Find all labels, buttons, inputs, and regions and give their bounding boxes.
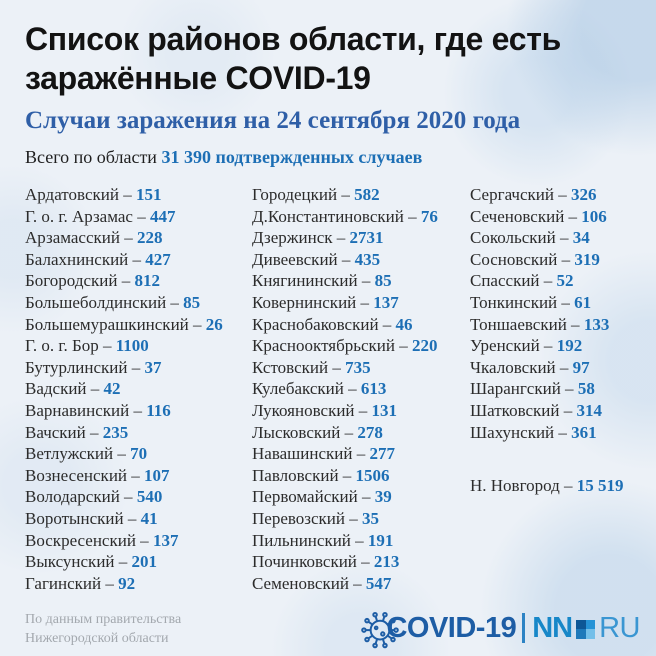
district-row — [252, 206, 438, 228]
district-name: Ковернинский – — [252, 292, 374, 312]
subtitle-date: Случаи заражения на 24 сентября 2020 года — [25, 107, 521, 134]
district-name: Дзержинск – — [252, 228, 350, 248]
district-count: 435 — [354, 249, 381, 269]
district-row — [25, 378, 223, 400]
district-count: 61 — [574, 292, 592, 312]
district-row — [252, 357, 438, 379]
district-name: Гагинский – — [25, 573, 119, 593]
district-count: 201 — [131, 552, 158, 572]
district-count: 812 — [134, 271, 160, 291]
district-count: 58 — [577, 379, 595, 399]
district-row — [252, 227, 438, 249]
district-count: 235 — [102, 422, 129, 442]
district-count: 37 — [144, 357, 162, 377]
city-total-row — [470, 475, 624, 497]
district-count: 228 — [136, 228, 163, 248]
district-count: 277 — [369, 444, 395, 464]
district-count: 613 — [360, 379, 387, 399]
region-total-value: 31 390 подтвержденных случаев — [161, 147, 423, 167]
district-row — [252, 422, 438, 444]
district-count: 131 — [371, 400, 398, 420]
district-name: Богородский – — [25, 271, 135, 291]
district-name: Володарский – — [25, 487, 137, 507]
virus-icon — [358, 607, 402, 651]
district-name: Шахунский – — [470, 422, 572, 442]
district-row — [252, 270, 438, 292]
district-row — [25, 184, 223, 206]
district-name: Кстовский – — [252, 357, 346, 377]
district-row — [252, 249, 438, 271]
district-count: 361 — [571, 422, 597, 442]
district-count: 107 — [144, 465, 170, 485]
district-column-3 — [470, 184, 624, 497]
district-row — [470, 357, 624, 379]
district-name: Навашинский – — [252, 444, 370, 464]
city-count: 15 519 — [576, 476, 624, 496]
district-row — [25, 270, 223, 292]
district-name: Бутурлинский – — [25, 357, 145, 377]
district-name: Ветлужский – — [25, 444, 131, 464]
district-count: 2731 — [349, 228, 384, 248]
district-count: 133 — [583, 314, 610, 334]
district-row — [470, 422, 624, 444]
district-name: Краснобаковский – — [252, 314, 396, 334]
covid19-nnru-logo — [358, 604, 640, 652]
district-count: 46 — [395, 314, 413, 334]
district-name: Воротынский – — [25, 508, 141, 528]
district-row — [25, 206, 223, 228]
district-name: Варнавинский – — [25, 400, 147, 420]
district-row — [25, 227, 223, 249]
district-row — [25, 443, 223, 465]
district-name: Выксунский – — [25, 552, 132, 572]
district-row — [470, 400, 624, 422]
district-count: 76 — [420, 206, 438, 226]
district-count: 116 — [146, 400, 171, 420]
district-name: Вознесенский – — [25, 465, 145, 485]
district-count: 314 — [576, 400, 603, 420]
district-column-1 — [25, 184, 223, 594]
district-row — [470, 270, 624, 292]
district-row — [470, 292, 624, 314]
district-name: Ардатовский – — [25, 185, 136, 204]
district-count: 192 — [556, 336, 583, 356]
source-line-1: По данным правительства — [25, 612, 182, 627]
district-row — [252, 573, 438, 595]
district-row — [252, 486, 438, 508]
district-name: Воскресенский – — [25, 530, 153, 550]
district-row — [252, 378, 438, 400]
district-row — [252, 551, 438, 573]
dash-separator: – — [559, 476, 577, 496]
district-count: 137 — [373, 292, 399, 312]
district-count: 42 — [103, 379, 121, 399]
district-name: Г. о. г. Арзамас – — [25, 206, 150, 226]
district-count: 70 — [130, 444, 148, 464]
district-count: 52 — [556, 271, 574, 291]
district-row — [252, 530, 438, 552]
district-name: Перевозский – — [252, 508, 362, 528]
district-count: 547 — [365, 573, 392, 593]
district-name: Сергачский – — [470, 185, 571, 204]
district-row — [252, 314, 438, 336]
district-row — [25, 551, 223, 573]
district-name: Городецкий – — [252, 185, 355, 204]
district-count: 326 — [570, 185, 597, 204]
district-count: 35 — [362, 508, 379, 528]
district-name: Большемурашкинский – — [25, 314, 206, 334]
district-count: 427 — [145, 249, 171, 269]
district-name: Дивеевский – — [252, 249, 355, 269]
district-row — [252, 465, 438, 487]
district-row — [470, 378, 624, 400]
district-row — [470, 249, 624, 271]
district-count: 220 — [412, 336, 438, 356]
district-count: 85 — [374, 271, 392, 291]
district-name: Пильнинский – — [252, 530, 368, 550]
district-name: Большеболдинский – — [25, 292, 184, 312]
district-row — [470, 314, 624, 336]
district-name: Лысковский – — [252, 422, 358, 442]
district-name: Арзамасский – — [25, 228, 137, 248]
district-count: 41 — [140, 508, 158, 528]
region-total-line — [25, 147, 650, 168]
nn-wordmark: NN — [532, 611, 573, 644]
data-source-note — [25, 610, 181, 648]
district-count: 735 — [345, 357, 371, 377]
district-count: 582 — [354, 185, 380, 204]
district-name: Спасский – — [470, 271, 557, 291]
district-name: Балахнинский – — [25, 249, 146, 269]
district-name: Сокольский – — [470, 228, 573, 248]
district-count: 319 — [574, 249, 600, 269]
district-name: Сосновский – — [470, 249, 575, 269]
district-count: 92 — [118, 573, 136, 593]
district-count: 34 — [572, 228, 590, 248]
district-row — [25, 530, 223, 552]
region-total-label: Всего по области — [25, 147, 162, 167]
district-name: Шатковский – — [470, 400, 577, 420]
district-row — [252, 400, 438, 422]
district-name: Шарангский – — [470, 379, 578, 399]
district-name: Тоншаевский – — [470, 314, 584, 334]
district-count: 137 — [152, 530, 179, 550]
district-name: Д.Константиновский – — [252, 206, 421, 226]
district-row — [252, 443, 438, 465]
source-line-2: Нижегородской области — [25, 631, 169, 646]
district-row — [25, 314, 223, 336]
district-count: 97 — [572, 357, 590, 377]
district-row — [25, 465, 223, 487]
district-row — [252, 292, 438, 314]
district-name: Семеновский – — [252, 573, 366, 593]
district-row — [470, 227, 624, 249]
district-name: Чкаловский – — [470, 357, 573, 377]
district-name: Кулебакский – — [252, 379, 361, 399]
district-row — [470, 206, 624, 228]
nnru-square-icon — [576, 620, 595, 639]
district-count: 540 — [136, 487, 163, 507]
district-name: Тонкинский – — [470, 292, 575, 312]
district-row — [25, 335, 223, 357]
district-row — [25, 573, 223, 595]
district-row — [25, 357, 223, 379]
district-name: Павловский – — [252, 465, 356, 485]
district-name: Г. о. г. Бор – — [25, 336, 116, 356]
district-name: Вадский – — [25, 379, 104, 399]
city-name: Н. Новгород — [470, 476, 560, 496]
district-count: 106 — [581, 206, 607, 226]
district-count: 85 — [183, 292, 201, 312]
district-row — [470, 184, 624, 206]
district-count: 26 — [205, 314, 223, 334]
district-count: 447 — [149, 206, 176, 226]
page-title: Список районов области, где есть заражённые COVID-19 — [25, 21, 561, 96]
district-count: 191 — [367, 530, 394, 550]
district-row — [25, 508, 223, 530]
district-row — [25, 400, 223, 422]
district-name: Лукояновский – — [252, 400, 372, 420]
district-row — [252, 184, 438, 206]
district-name: Первомайский – — [252, 487, 375, 507]
logo-divider — [522, 613, 525, 643]
covid19-wordmark: COVID-19 — [386, 611, 517, 644]
district-name: Краснооктябрьский – — [252, 336, 412, 356]
district-column-2 — [252, 184, 438, 594]
district-name: Починковский – — [252, 552, 374, 572]
district-count: 278 — [357, 422, 383, 442]
district-name: Уренский – — [470, 336, 557, 356]
district-name: Княгининский – — [252, 271, 375, 291]
district-row — [252, 508, 438, 530]
district-row — [25, 292, 223, 314]
district-name: Сеченовский – — [470, 206, 582, 226]
district-count: 151 — [135, 185, 162, 204]
district-count: 39 — [374, 487, 392, 507]
district-row — [252, 335, 438, 357]
district-row — [25, 486, 223, 508]
district-count: 213 — [373, 552, 400, 572]
district-row — [25, 249, 223, 271]
district-name: Вачский – — [25, 422, 103, 442]
district-row — [25, 422, 223, 444]
district-count: 1100 — [115, 336, 149, 356]
district-row — [470, 335, 624, 357]
ru-wordmark: RU — [599, 611, 640, 644]
district-count: 1506 — [355, 465, 390, 485]
